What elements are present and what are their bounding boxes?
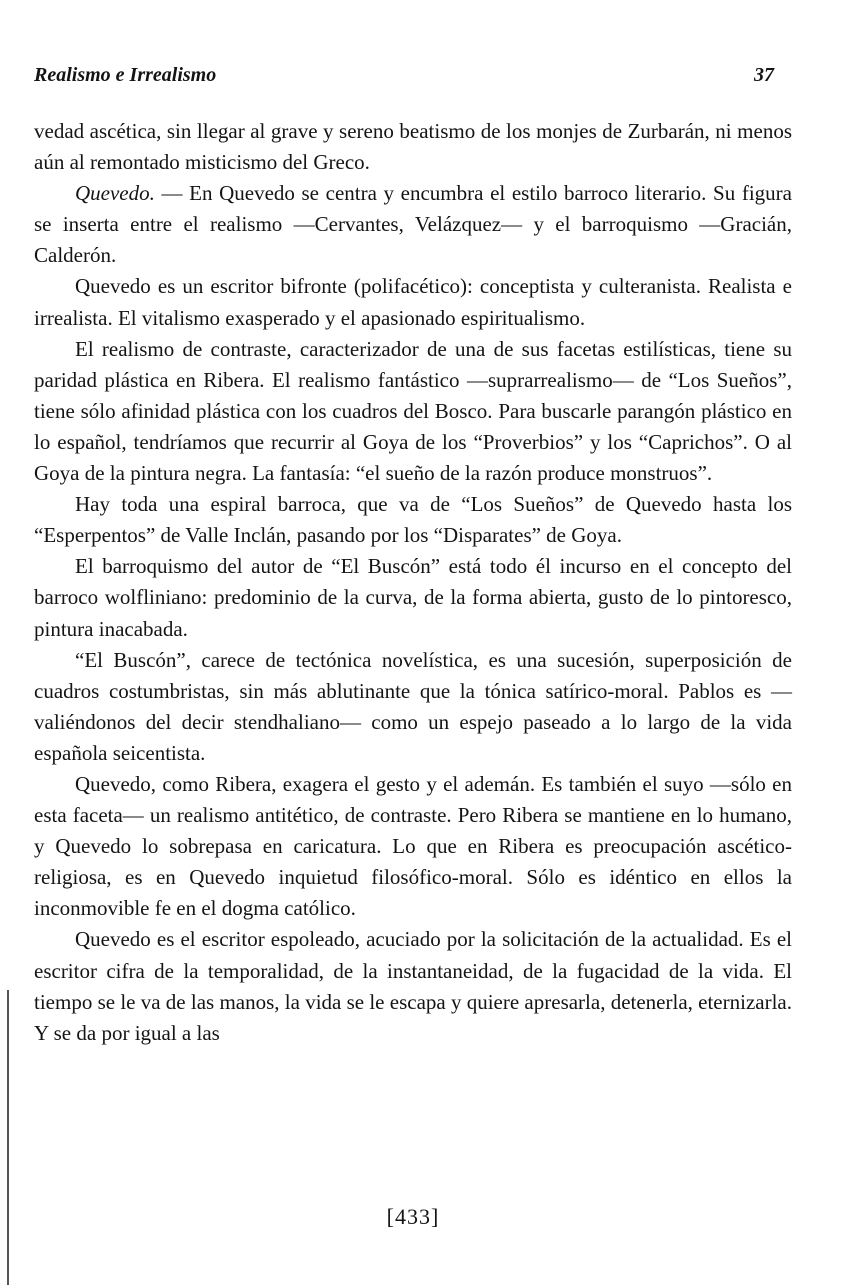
page-number: 37 xyxy=(754,64,774,86)
running-title: Realismo e Irrealismo xyxy=(34,64,217,86)
paragraph: “El Buscón”, carece de tectónica novelística, es una sucesión, superposición de cuadros costumbristas, sin más ablutinante que la tónica satírico-moral. Pablos es —valiéndonos del decir stendhaliano— como un espejo paseado a lo largo de la vida española seicentista. xyxy=(34,647,792,765)
paragraph: El realismo de contraste, caracterizador de una de sus facetas estilísticas, tiene su paridad plástica en Ribera. El realismo fantástico —suprarrealismo— de “Los Sueños”, tiene sólo afinidad plástica con los cuadros del Bosco. Para buscarle parangón plástico en lo español, tendríamos que recurrir al Goya de los “Proverbios” y los “Caprichos”. O al Goya de la pintura negra. La fantasía: “el sueño de la razón produce monstruos”. xyxy=(34,336,792,486)
paragraph: Quevedo, como Ribera, exagera el gesto y el ademán. Es también el suyo —sólo en esta faceta— un realismo antitético, de contraste. Pero Ribera se mantiene en lo humano, y Quevedo lo sobrepasa en caricatura. Lo que en Ribera es preocupación ascético-religiosa, es en Quevedo inquietud filosófico-moral. Sólo es idéntico en ellos la inconmovible fe en el dogma católico. xyxy=(34,771,792,921)
paragraph-quevedo xyxy=(34,178,792,271)
folio-number: [433] xyxy=(386,1204,440,1229)
body-text xyxy=(34,116,792,1049)
paragraph: Hay toda una espiral barroca, que va de “Los Sueños” de Quevedo hasta los “Esperpentos” de Valle Inclán, pasando por los “Disparates” de Goya. xyxy=(34,492,792,548)
margin-rule xyxy=(7,990,9,1285)
section-heading: Quevedo. xyxy=(75,181,155,206)
paragraph: El barroquismo del autor de “El Buscón” está todo él incurso en el concepto del barroco wolfliniano: predominio de la curva, de la forma abierta, gusto de lo pintoresco, pintura inacabada. xyxy=(34,554,792,641)
paragraph-text: — En Quevedo se centra y encumbra el estilo barroco literario. Su figura se inserta entre el realismo —Cervantes, Velázquez— y el barroquismo —Gracián, Calderón. xyxy=(34,181,792,268)
paragraph: vedad ascética, sin llegar al grave y sereno beatismo de los monjes de Zurbarán, ni menos aún al remontado misticismo del Greco. xyxy=(34,119,792,175)
paragraph: Quevedo es un escritor bifronte (polifacético): conceptista y culteranista. Realista e irrealista. El vitalismo exasperado y el apasionado espiritualismo. xyxy=(34,274,792,330)
paragraph: Quevedo es el escritor espoleado, acuciado por la solicitación de la actualidad. Es el escritor cifra de la temporalidad, de la instantaneidad, de la fugacidad de la vida. El tiempo se le va de las manos, la vida se le escapa y quiere apresarla, detenerla, eternizarla. Y se da por igual a las xyxy=(34,927,792,1045)
running-header xyxy=(34,64,774,87)
